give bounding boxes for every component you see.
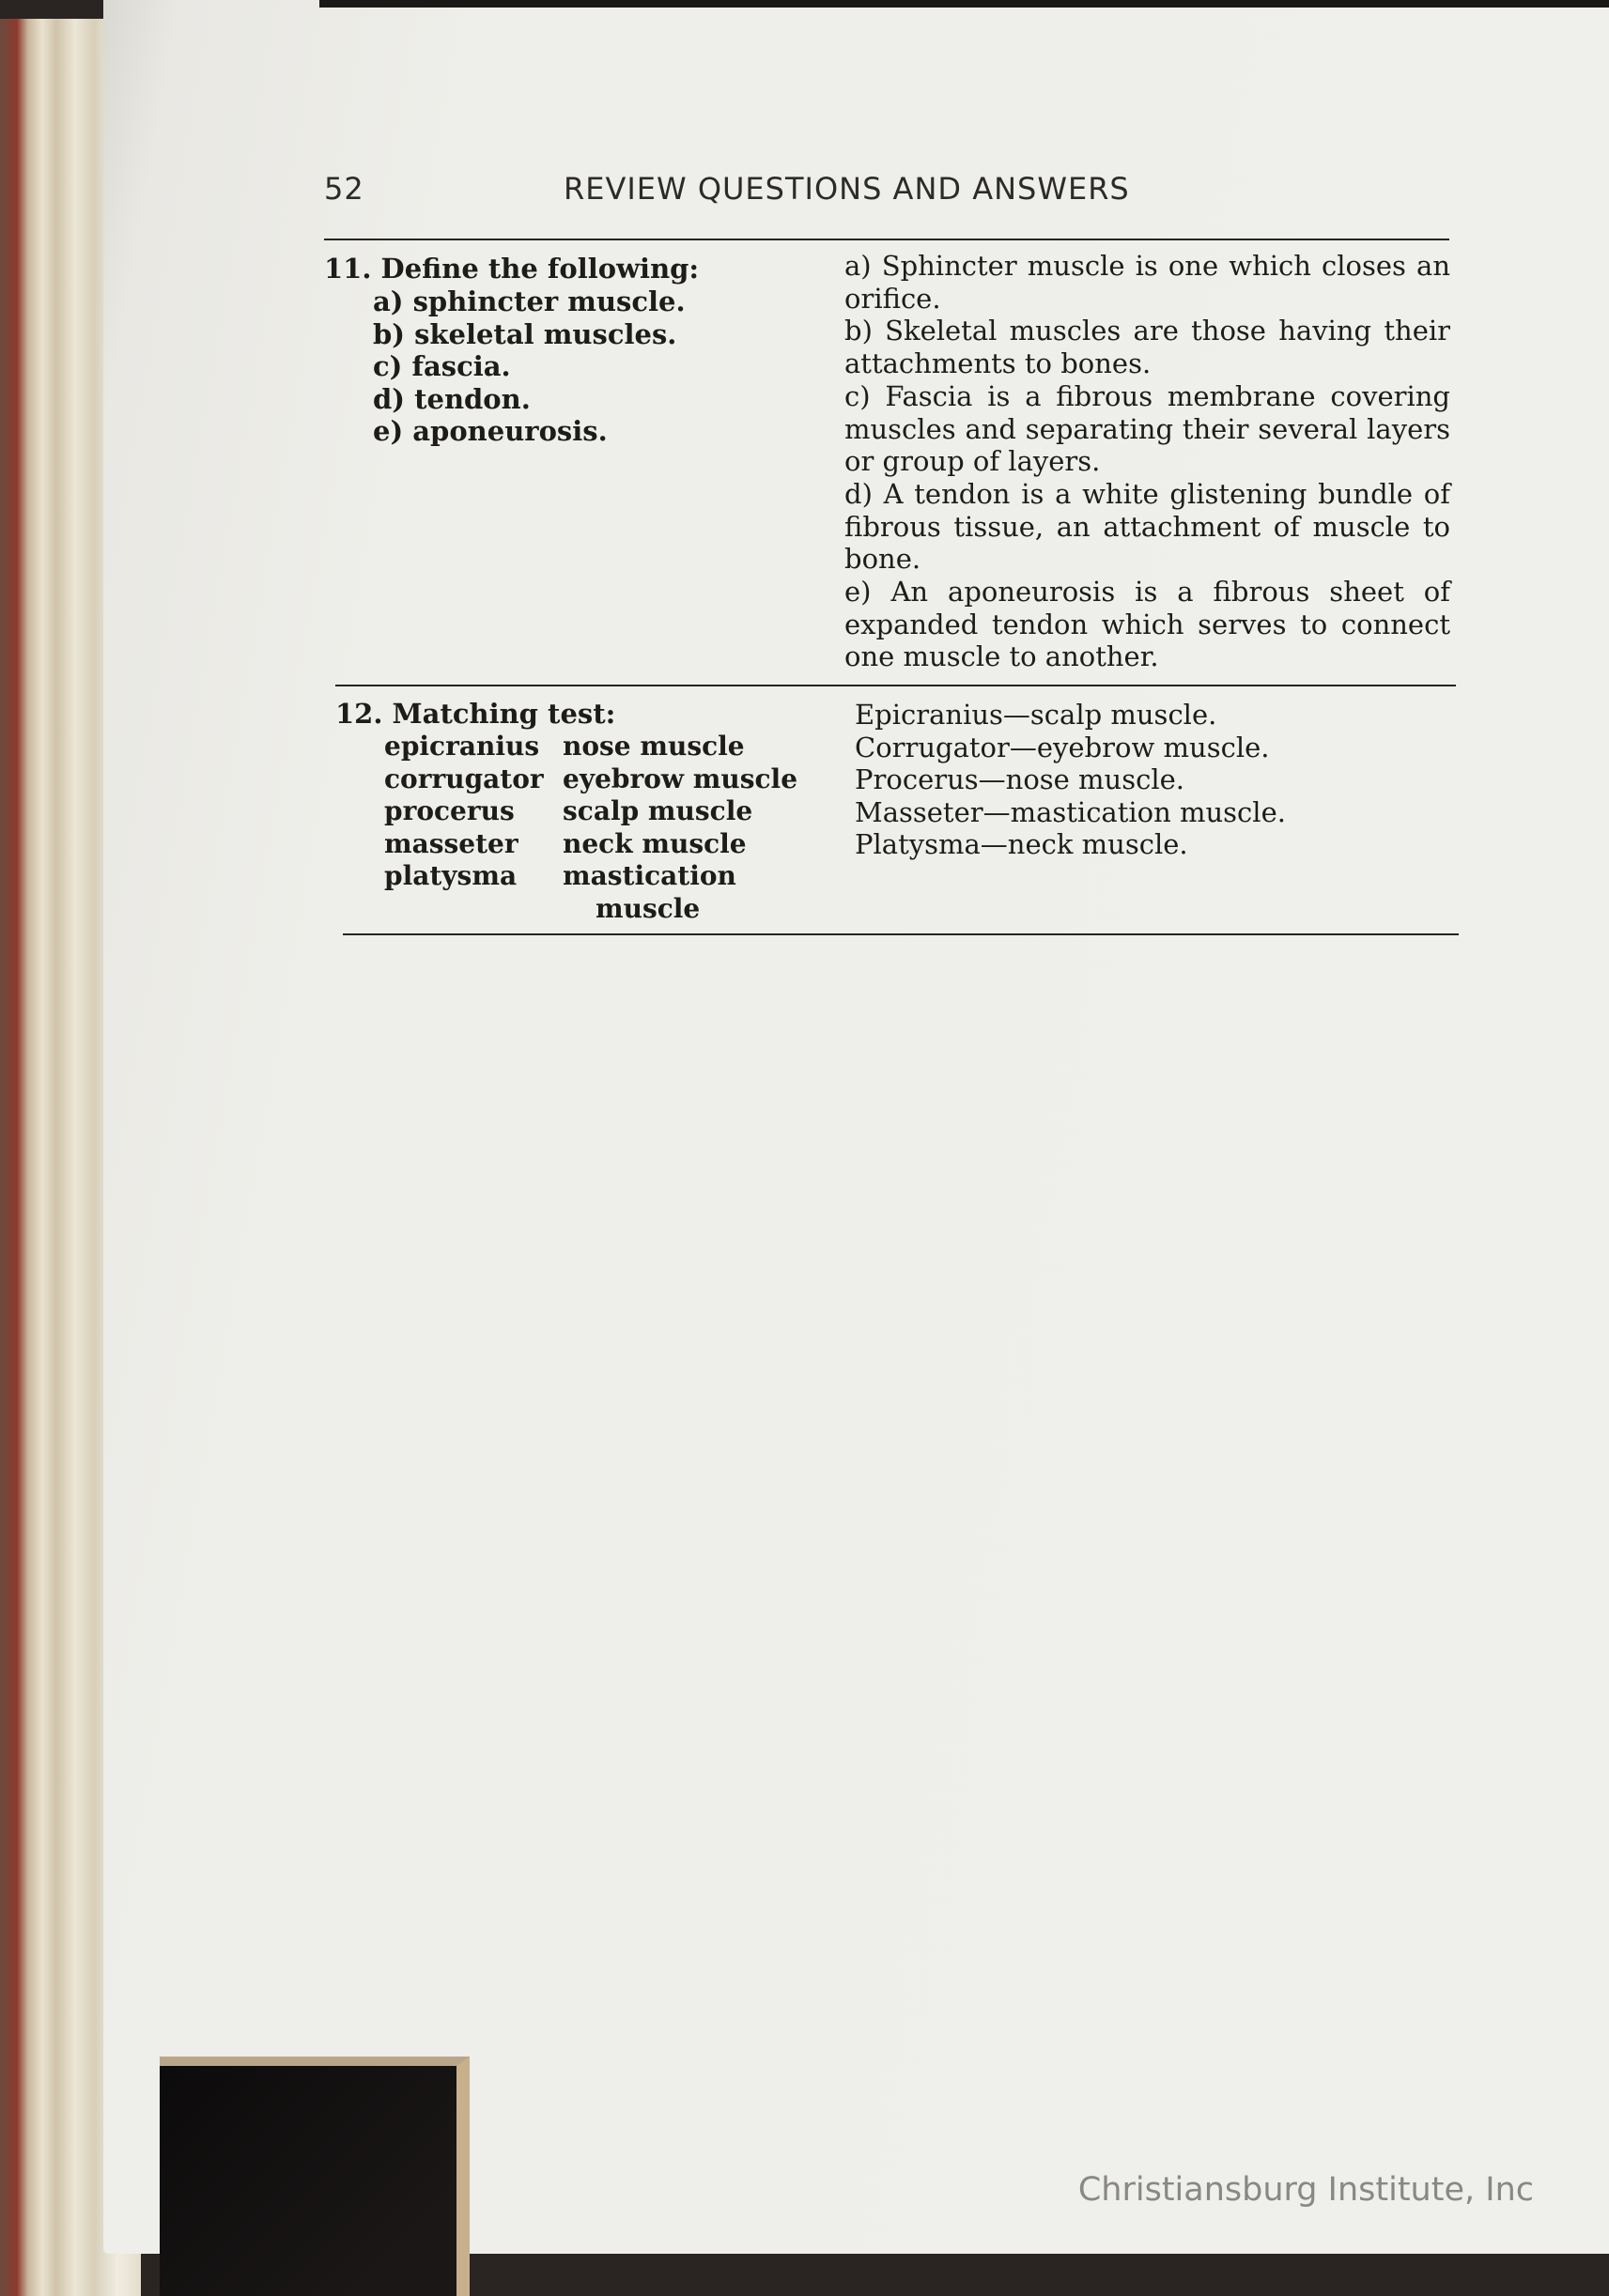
matching-term: platysma xyxy=(384,860,518,891)
rule-top xyxy=(324,239,1449,240)
watermark: Christiansburg Institute, Inc xyxy=(1077,2171,1534,2209)
answer-11-d: d) A tendon is a white glistening bundle of fibrous tissue, an attachment of muscle to bone. xyxy=(844,477,1450,576)
matching-row xyxy=(335,828,844,861)
matching-row xyxy=(335,763,844,796)
matching-option-continuation: muscle xyxy=(596,892,701,924)
question-12 xyxy=(335,698,844,925)
question-11-item: e) aponeurosis. xyxy=(373,415,608,447)
answer-12-line: Masseter—mastication muscle. xyxy=(855,795,1286,828)
page-number: 52 xyxy=(324,171,364,207)
answer-11-a: a) Sphincter muscle is one which closes an orifice. xyxy=(844,250,1450,315)
matching-term: epicranius xyxy=(384,731,540,762)
matching-term: masseter xyxy=(384,827,518,859)
matching-option: neck muscle xyxy=(563,827,747,859)
matching-term: corrugator xyxy=(384,763,544,794)
question-11-title: 11. Define the following: xyxy=(324,253,700,285)
matching-term: procerus xyxy=(384,795,515,826)
top-shadow xyxy=(319,0,1609,8)
running-head: REVIEW QUESTIONS AND ANSWERS xyxy=(564,171,1130,207)
question-11-item: d) tendon. xyxy=(373,382,531,415)
answer-12-line: Platysma—neck muscle. xyxy=(855,828,1188,861)
matching-row xyxy=(335,731,844,763)
matching-row xyxy=(335,795,844,828)
answer-11 xyxy=(844,250,1450,673)
answer-11-c: c) Fascia is a fibrous membrane covering muscles and separating their several layers or group of layers. xyxy=(844,379,1450,478)
matching-option: mastication xyxy=(563,860,736,891)
answer-12-line: Procerus—nose muscle. xyxy=(855,763,1185,796)
question-11-item: a) sphincter muscle. xyxy=(373,285,686,317)
answer-11-e: e) An aponeurosis is a fibrous sheet of expanded tendon which serves to connect one muscle to another. xyxy=(844,576,1450,673)
question-11-item: c) fascia. xyxy=(373,350,511,382)
rule-middle xyxy=(335,685,1456,686)
answer-11-b: b) Skeletal muscles are those having their attachments to bones. xyxy=(844,315,1450,380)
question-11 xyxy=(324,253,699,448)
matching-option: scalp muscle xyxy=(563,795,753,826)
rule-bottom xyxy=(343,933,1459,935)
answer-12 xyxy=(855,699,1286,861)
answer-12-line: Corrugator—eyebrow muscle. xyxy=(855,731,1270,763)
matching-option: nose muscle xyxy=(563,731,745,762)
question-12-title: 12. Matching test: xyxy=(335,698,616,730)
matching-option: eyebrow muscle xyxy=(563,763,798,794)
question-11-item: b) skeletal muscles. xyxy=(373,317,677,350)
matching-row xyxy=(335,860,844,893)
book-corner-protector xyxy=(160,2057,470,2296)
answer-12-line: Epicranius—scalp muscle. xyxy=(855,699,1217,731)
